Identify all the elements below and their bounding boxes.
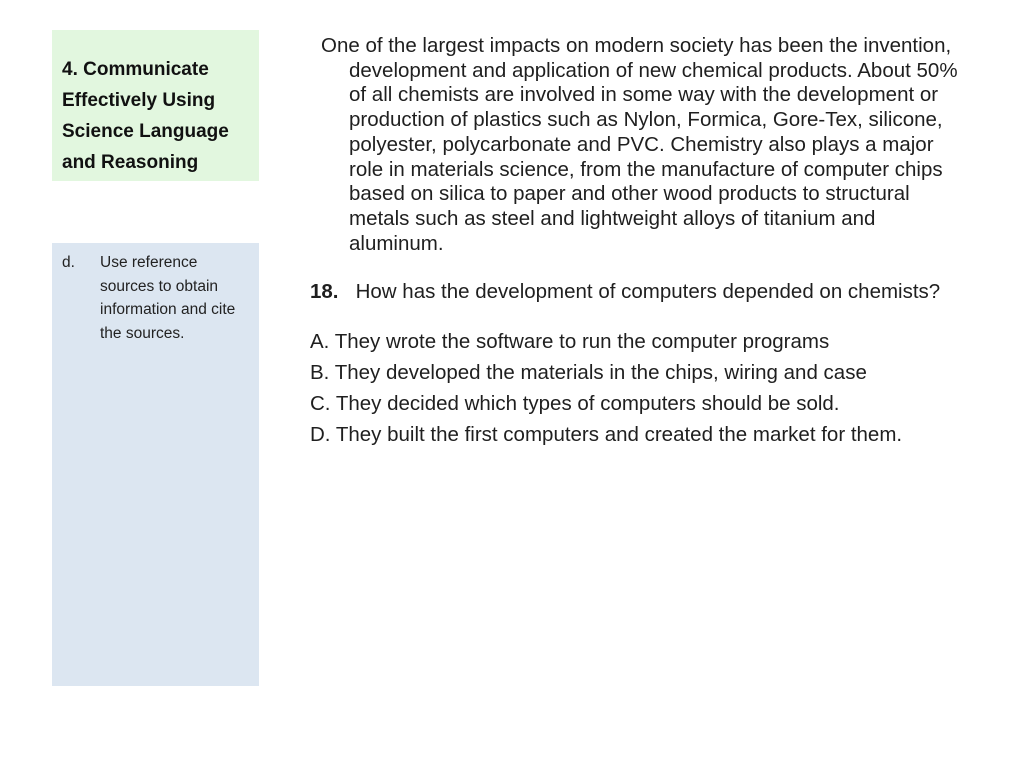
answer-option-a: A. They wrote the software to run the computer programs xyxy=(310,330,830,354)
standard-title: 4. Communicate Effectively Using Science Language and Reasoning xyxy=(62,59,229,173)
question-text: How has the development of computers depended on chemists? xyxy=(355,280,941,304)
objective-text: Use reference sources to obtain information and cite the sources. xyxy=(100,254,236,342)
standard-box xyxy=(52,30,259,181)
question xyxy=(310,280,970,305)
objective-marker: d. xyxy=(62,254,75,271)
objective-box xyxy=(52,243,259,686)
answer-option-b: B. They developed the materials in the chips, wiring and case xyxy=(310,361,867,385)
answer-option-c: C. They decided which types of computers should be sold. xyxy=(310,392,840,416)
main-content xyxy=(310,34,970,454)
question-number: 18. xyxy=(310,280,339,304)
objective-item xyxy=(62,251,251,345)
answer-option-d: D. They built the first computers and created the market for them. xyxy=(310,423,903,447)
passage-text: One of the largest impacts on modern society has been the invention, development and application of new chemical products. About 50% of all chemists are involved in some way with the development or production of plastics such as Nylon, Formica, Gore-Tex, silicone, polyester, polycarbonate and PVC. Chemistry also plays a major role in materials science, from the manufacture of computer chips based on silica to paper and other wood products to structural metals such as steel and lightweight alloys of titanium and aluminum. xyxy=(321,34,958,255)
answer-list xyxy=(310,330,970,448)
